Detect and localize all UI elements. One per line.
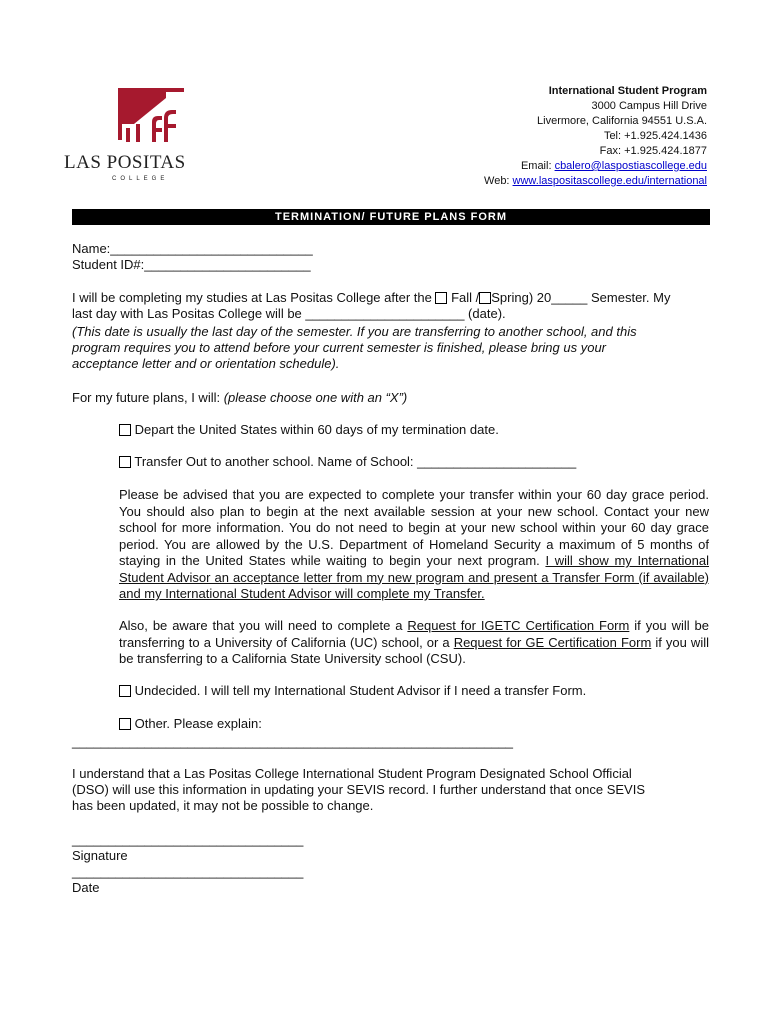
understand-line-2: (DSO) will use this information in updating your SEVIS record. I further understand that once SEVIS	[72, 782, 646, 797]
web-link[interactable]: www.laspositascollege.edu/international	[512, 175, 707, 187]
signature-label: Signature	[72, 848, 128, 863]
spring-label: Spring) 20_____ Semester. My	[491, 290, 671, 305]
transfer-label: Transfer Out to another school. Name of School: ______________________	[134, 454, 577, 469]
depart-checkbox[interactable]	[119, 424, 131, 436]
aware-text-3: if you will be transferring to a California State University school (CSU).	[119, 634, 709, 666]
logo-sub: COLLEGE	[112, 176, 169, 182]
understand-line-3: has been updated, it may not be possible to change.	[72, 798, 374, 813]
aware-text-2: if you will be transferring to a University of California (UC) school, or a	[119, 618, 710, 650]
option-transfer	[119, 454, 576, 470]
logo-name: LAS POSITAS	[64, 152, 186, 173]
completion-note-3: acceptance letter and or orientation schedule).	[72, 356, 340, 371]
fall-checkbox[interactable]	[435, 292, 447, 304]
option-other	[119, 716, 262, 732]
web-label: Web:	[484, 175, 513, 187]
prompt-italic: (please choose one with an “X”)	[223, 390, 408, 405]
other-checkbox[interactable]	[119, 718, 131, 730]
explain-line[interactable]: _____________________________________________________________	[72, 734, 514, 749]
signature-line[interactable]: ________________________________	[72, 832, 304, 847]
depart-label: Depart the United States within 60 days of my termination date.	[134, 422, 499, 437]
other-label: Other. Please explain:	[134, 716, 262, 731]
email-row	[484, 159, 707, 174]
completion-line-1	[72, 290, 670, 306]
fall-label: Fall /	[451, 290, 480, 305]
completion-note-2: program requires you to attend before your current semester is finished, please bring us your	[72, 340, 606, 355]
advise-text: Please be advised that you are expected to complete your transfer within your 60 day grace period. You should also plan to begin at the next available session at your new school. Contact your new school for more information. You do not need to begin at your new school within your 60 day grace period. You are allowed by the U.S. Department of Homeland Security a maximum of 5 months of staying in the United States while waiting to begin your next program.	[119, 487, 709, 568]
completion-line-2: last day with Las Positas College will be ______________________ (date).	[72, 306, 506, 321]
web-row	[484, 174, 707, 189]
completion-note-1: (This date is usually the last day of the semester. If you are transferring to another school, and this	[72, 324, 637, 339]
telephone: Tel: +1.925.424.1436	[603, 130, 707, 142]
aware-text-1: Also, be aware that you will need to complete a	[119, 618, 408, 633]
college-logo	[74, 84, 204, 190]
fax: Fax: +1.925.424.1877	[599, 145, 707, 157]
form-title: TERMINATION/ FUTURE PLANS FORM	[72, 209, 710, 225]
transfer-checkbox[interactable]	[119, 456, 131, 468]
undecided-checkbox[interactable]	[119, 685, 131, 697]
igetc-form-link[interactable]: Request for IGETC Certification Form	[407, 618, 630, 633]
street-address: 3000 Campus Hill Drive	[591, 100, 707, 112]
name-field[interactable]: Name:____________________________	[72, 241, 313, 256]
understand-line-1: I understand that a Las Positas College International Student Program Designated School Official	[72, 766, 632, 781]
city-address: Livermore, California 94551 U.S.A.	[537, 115, 707, 127]
email-link[interactable]: cbalero@laspostiascollege.edu	[554, 160, 707, 172]
address-block	[484, 84, 707, 189]
program-name: International Student Program	[548, 85, 707, 97]
aware-paragraph	[119, 618, 709, 668]
date-label: Date	[72, 880, 100, 895]
date-line[interactable]: ________________________________	[72, 864, 304, 879]
option-depart	[119, 422, 499, 438]
logo-mark-icon	[74, 84, 204, 154]
student-id-field[interactable]: Student ID#:_______________________	[72, 257, 311, 272]
email-label: Email:	[520, 160, 555, 172]
undecided-label: Undecided. I will tell my International Student Advisor if I need a transfer Form.	[134, 683, 587, 698]
completion-text: I will be completing my studies at Las Positas College after the	[72, 290, 432, 305]
advise-paragraph	[119, 487, 709, 603]
spring-checkbox[interactable]	[479, 292, 491, 304]
advise-underlined: I will show my International Student Advisor an acceptance letter from my new program and present a Transfer Form (if available) and my International Student Advisor will complete my Transfer.	[119, 553, 709, 601]
option-undecided	[119, 683, 586, 699]
ge-form-link[interactable]: Request for GE Certification Form	[453, 634, 652, 650]
future-plans-prompt	[72, 390, 407, 406]
prompt-text: For my future plans, I will:	[72, 390, 224, 405]
